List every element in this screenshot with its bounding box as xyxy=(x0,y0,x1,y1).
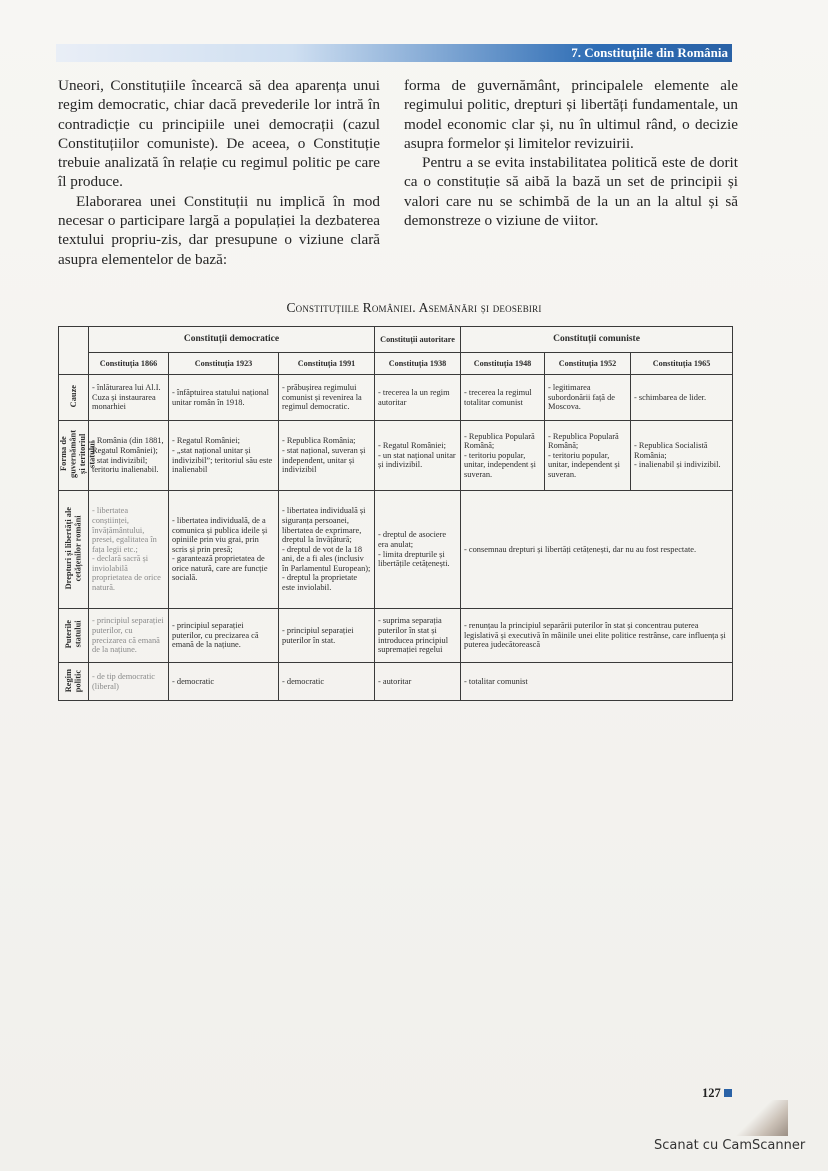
group-header-democratic: Constituții democratice xyxy=(89,327,375,353)
paragraph: Uneori, Constituțiile încearcă să dea aparența unui regim democratic, chiar dacă prevederile lor intră în contradicție cu principiile unei democrații (cazul Constituțiilor comuniste). De aceea, o Constituție trebuie analizată în relație cu regimul politic pe care îl produce. xyxy=(58,77,380,191)
table-cell: - România (din 1881, Regatul României); - stat indivizibil; teritoriu inalienabil. xyxy=(89,421,169,491)
table-cell: - legitimarea subordonării față de Moscova. xyxy=(545,375,631,421)
scanner-watermark: Scanat cu CamScanner xyxy=(654,1138,806,1153)
column-header: Constituția 1965 xyxy=(631,353,733,375)
table-cell: - libertatea individuală, de a comunica și publica ideile și opiniile prin viu grai, prin scris și prin presă; - garantează proprietatea de orice natură, care are funcție socială. xyxy=(169,491,279,609)
table-cell: - renunțau la principiul separării puterilor în stat și concentrau puterea legislativă și executivă în mâinile unei elite politice restrânse, care influența și puterea judecătorească xyxy=(461,609,733,663)
table-cell: - schimbarea de lider. xyxy=(631,375,733,421)
table-title: Constituțiile României. Asemănări și deosebiri xyxy=(286,300,542,315)
table-cell: - Republica Populară Română; - teritoriu popular, unitar, independent și suveran. xyxy=(461,421,545,491)
table-cell: - înlăturarea lui Al.I. Cuza și instaurarea monarhiei xyxy=(89,375,169,421)
group-header-communist: Constituții comuniste xyxy=(461,327,733,353)
table-cell: - trecerea la regimul totalitar comunist xyxy=(461,375,545,421)
chapter-title: 7. Constituțiile din România xyxy=(571,45,728,60)
table-cell: - Regatul României; - „stat național unitar și indivizibil”; teritoriul său este inalienabil xyxy=(169,421,279,491)
table-cell: - principiul separației puterilor în stat. xyxy=(279,609,375,663)
column-header: Constituția 1866 xyxy=(89,353,169,375)
page-number: 127 xyxy=(702,1086,732,1101)
table-cell: - dreptul de asociere era anulat; - limita drepturile și libertățile cetățenești. xyxy=(375,491,461,609)
table-cell: - libertatea individuală și siguranța persoanei, libertatea de exprimare, dreptul la învățătură; - dreptul de vot de la 18 ani, de a fi ales (inclusiv în Parlamentul European); - dreptul la proprietate este inviolabil. xyxy=(279,491,375,609)
table-cell: - Republica Socialistă România; - inalienabil și indivizibil. xyxy=(631,421,733,491)
row-header-cauze: Cauze xyxy=(59,375,89,421)
page-number-square-icon xyxy=(724,1089,732,1097)
table-cell: - autoritar xyxy=(375,663,461,701)
body-text-right-column xyxy=(404,76,738,230)
table-cell: - principiul separației puterilor, cu precizarea că emană de la națiune. xyxy=(89,609,169,663)
table-cell: - de tip democratic (liberal) xyxy=(89,663,169,701)
table-cell: - suprima separația puterilor în stat și introducea principiul supremației regelui xyxy=(375,609,461,663)
constitutions-comparison-table xyxy=(58,326,733,701)
body-text-left-column xyxy=(58,76,380,269)
table-cell: - libertatea conștiinței, învățământului, presei, egalitatea în fața legii etc.; - declară sacră și inviolabilă proprietatea de orice natură. xyxy=(89,491,169,609)
column-header: Constituția 1938 xyxy=(375,353,461,375)
table-cell: - Republica România; - stat național, suveran și independent, unitar și indivizibil xyxy=(279,421,375,491)
paragraph: Elaborarea unei Constituții nu implică în mod necesar o participare largă a populației la dezbaterea textului propriu-zis, dar presupune o viziune clară asupra elementelor de bază: xyxy=(58,192,380,268)
table-cell: - totalitar comunist xyxy=(461,663,733,701)
column-header: Constituția 1948 xyxy=(461,353,545,375)
page-corner-shadow xyxy=(736,1100,788,1136)
chapter-header-bar xyxy=(56,44,732,62)
corner-cell xyxy=(59,327,89,375)
group-header-authoritarian: Constituții autoritare xyxy=(375,327,461,353)
table-cell: - democratic xyxy=(169,663,279,701)
table-cell: - principiul separației puterilor, cu precizarea că emană de la națiune. xyxy=(169,609,279,663)
row-header-puterile: Puterile statului xyxy=(59,609,89,663)
table-cell: - democratic xyxy=(279,663,375,701)
row-header-forma: Forma de guvernământ și teritoriul statului xyxy=(59,421,89,491)
table-cell: - Regatul României; - un stat național unitar și indivizibil. xyxy=(375,421,461,491)
paragraph: Pentru a se evita instabilitatea politică este de dorit ca o constituție să aibă la bază un set de principii și valori care nu se schimbă de la un an la altul și să demonstreze o viziune de viitor. xyxy=(404,154,738,230)
column-header: Constituția 1991 xyxy=(279,353,375,375)
row-header-regim: Regim politic xyxy=(59,663,89,701)
table-cell: - Republica Populară Română; - teritoriu popular, unitar, independent și suveran. xyxy=(545,421,631,491)
table-cell: - consemnau drepturi și libertăți cetățenești, dar nu au fost respectate. xyxy=(461,491,733,609)
table-cell: - prăbușirea regimului comunist și revenirea la regimul democratic. xyxy=(279,375,375,421)
paragraph: forma de guvernământ, principalele elemente ale regimului politic, drepturi și libertăți fundamentale, un model economic clar și, nu în ultimul rând, o decizie asupra formelor și limitelor revizuirii. xyxy=(404,77,738,152)
column-header: Constituția 1952 xyxy=(545,353,631,375)
table-cell: - trecerea la un regim autoritar xyxy=(375,375,461,421)
column-header: Constituția 1923 xyxy=(169,353,279,375)
row-header-drepturi: Drepturi și libertăți ale cetățenilor români xyxy=(59,491,89,609)
table-cell: - înfăptuirea statului național unitar român în 1918. xyxy=(169,375,279,421)
